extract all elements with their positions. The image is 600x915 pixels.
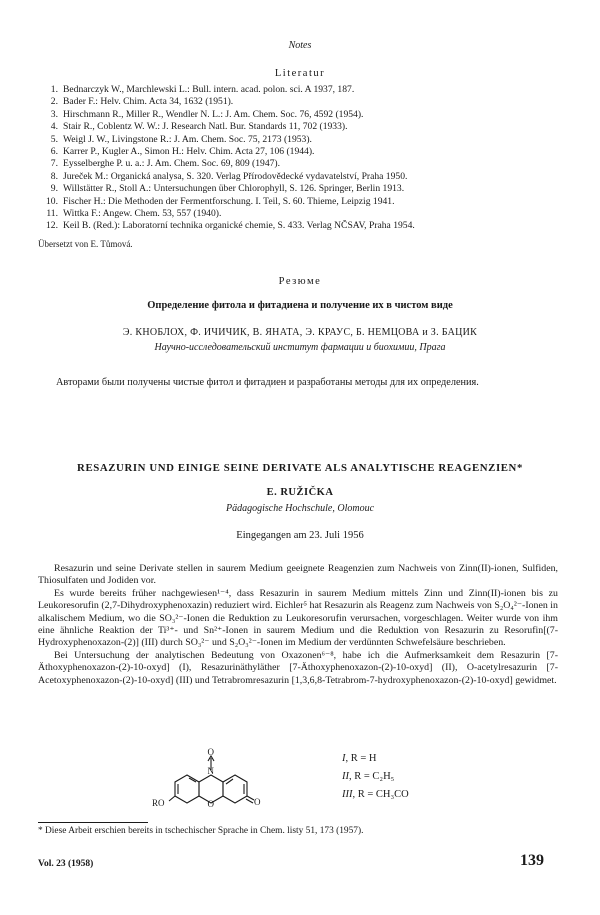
article-institute: Pädagogische Hochschule, Olomouc (225, 503, 375, 514)
legend-row: I, R = H (342, 753, 377, 764)
translator-note: Übersetzt von E. Tůmová. (38, 239, 133, 249)
resume-institute: Научно-исследовательский институт фармации и биохимии, Прага (154, 342, 446, 353)
reference-item: 8. Jureček M.: Organická analysa, S. 320. Verlag Přírodovědecké vydavatelství, Praha 1950. (50, 170, 408, 182)
body-paragraph: Es wurde bereits früher nachgewiesen¹⁻⁴, dass Resazurin in saurem Medium mittels Zinn und Zinn(II)-ionen bis zu Leukoresorufin (2,7-Dihydroxyphenoxazin) reduziert wird. Eichler⁵ hat Resazurin als Reagenz zum Nachweis von S₂O₄²⁻-Ionen in alkalischem Medium, wo die SO₃²⁻-Ionen die Reduktion zu Leukoresorufin verursachen, vorgeschlagen. Weiter wurde von ihm eine ähnliche Reaktion der Ti³⁺- und Sn²⁺-Ionen in saurem Medium und die Reduktion von Resazurin zu Resorufin[(7-Hydroxyphenoxazon-(2)] (III) durch SO₃²⁻ und S₂O₃²⁻-Ionen im Medium der verdünnten Schwefelsäure beschrieben. (38, 587, 558, 649)
ring-oxygen-label: O (207, 799, 214, 809)
legend-row: III, R = CH₃CO (342, 789, 409, 800)
ro-group-label: RO (152, 798, 165, 808)
reference-item: 12. Keil B. (Red.): Laboratorní technika organické chemie, S. 433. Verlag NČSAV, Praha 1954. (46, 220, 415, 232)
chemical-structure (150, 746, 280, 821)
oxide-label: O (207, 747, 214, 757)
literature-heading: Literatur (274, 68, 326, 79)
article-title: RESAZURIN UND EINIGE SEINE DERIVATE ALS ANALYTISCHE REAGENZIEN* (77, 462, 523, 474)
resume-text: Авторами были получены чистые фитол и фитадиен и разработаны методы для их определения. (56, 377, 479, 388)
carbonyl-oxygen-label: O (254, 797, 261, 807)
footnote-rule (38, 822, 148, 823)
legend-row: II, R = C₂H₅ (342, 771, 395, 782)
reference-item: 7. Eysselberghe P. u. a.: J. Am. Chem. Soc. 69, 809 (1947). (50, 158, 281, 170)
reference-item: 1. Bednarczyk W., Marchlewski L.: Bull. intern. acad. polon. sci. A 1937, 187. (50, 84, 355, 95)
body-paragraph: Resazurin und seine Derivate stellen in saurem Medium geeignete Reagenzien zum Nachweis von Zinn(II)-ionen, Sulfiden, Thiosulfaten und Jodiden vor. (38, 563, 558, 587)
reference-list (42, 84, 562, 233)
body-paragraph: Bei Untersuchung der analytischen Bedeutung von Oxazonen⁶⁻⁸, habe ich die Aufmerksamkeit dem Resazurin [7-Äthoxyphenoxazon-(2)-10-oxyd] (I), Resazurinäthyläther [7-Äthoxyphenoxazon-(2)-10-oxyd] (II), O-acetylresazurin [7-Acetoxyphenoxazon-(2)-10-oxyd] (III) und Tetrabromresazurin [1,3,6,8-Tetrabrom-7-hydroxyphenoxazon-(2)-10-oxyd] gewidmet. (38, 649, 558, 686)
reference-item: 3. Hirschmann R., Miller R., Wendler N. L.: J. Am. Chem. Soc. 76, 4592 (1954). (50, 108, 364, 120)
reference-item: 10. Fischer H.: Die Methoden der Fermentforschung. I. Teil, S. 60. Thieme, Leipzig 1941. (46, 195, 395, 207)
reference-item: 5. Weigl J. W., Livingstone R.: J. Am. Chem. Soc. 75, 2173 (1953). (50, 133, 312, 145)
resume-authors: Э. КНОБЛОХ, Ф. ИЧИЧИК, В. ЯНАТА, Э. КРАУС, Б. НЕМЦОВА и З. БАЦИК (122, 327, 478, 338)
reference-item: 6. Karrer P., Kugler A., Simon H.: Helv. Chim. Acta 27, 106 (1944). (50, 146, 315, 158)
received-date: Eingegangen am 23. Juli 1956 (236, 530, 364, 541)
reference-item: 11. Wittka F.: Angew. Chem. 53, 557 (1940). (46, 208, 222, 220)
article-author: E. RUŽIČKA (266, 487, 334, 498)
resume-heading: Резюме (278, 276, 322, 287)
page-number: 139 (520, 852, 544, 869)
resume-subtitle: Определение фитола и фитадиена и получение их в чистом виде (147, 300, 453, 311)
reference-item: 9. Willstätter R., Stoll A.: Untersuchungen über Chlorophyll, S. 126. Springer, Berlin 1913. (50, 183, 405, 195)
footnote: * Diese Arbeit erschien bereits in tschechischer Sprache in Chem. listy 51, 173 (1957). (38, 826, 364, 836)
reference-item: 2. Bader F.: Helv. Chim. Acta 34, 1632 (1951). (50, 96, 234, 108)
compound-legend (342, 750, 409, 804)
volume-label: Vol. 23 (1958) (38, 859, 94, 869)
running-head: Notes (288, 40, 312, 51)
nitrogen-label: N (207, 766, 214, 776)
reference-item: 4. Stair R., Coblentz W. W.: J. Research Natl. Bur. Standards 11, 702 (1933). (50, 121, 348, 133)
article-body (38, 563, 558, 687)
